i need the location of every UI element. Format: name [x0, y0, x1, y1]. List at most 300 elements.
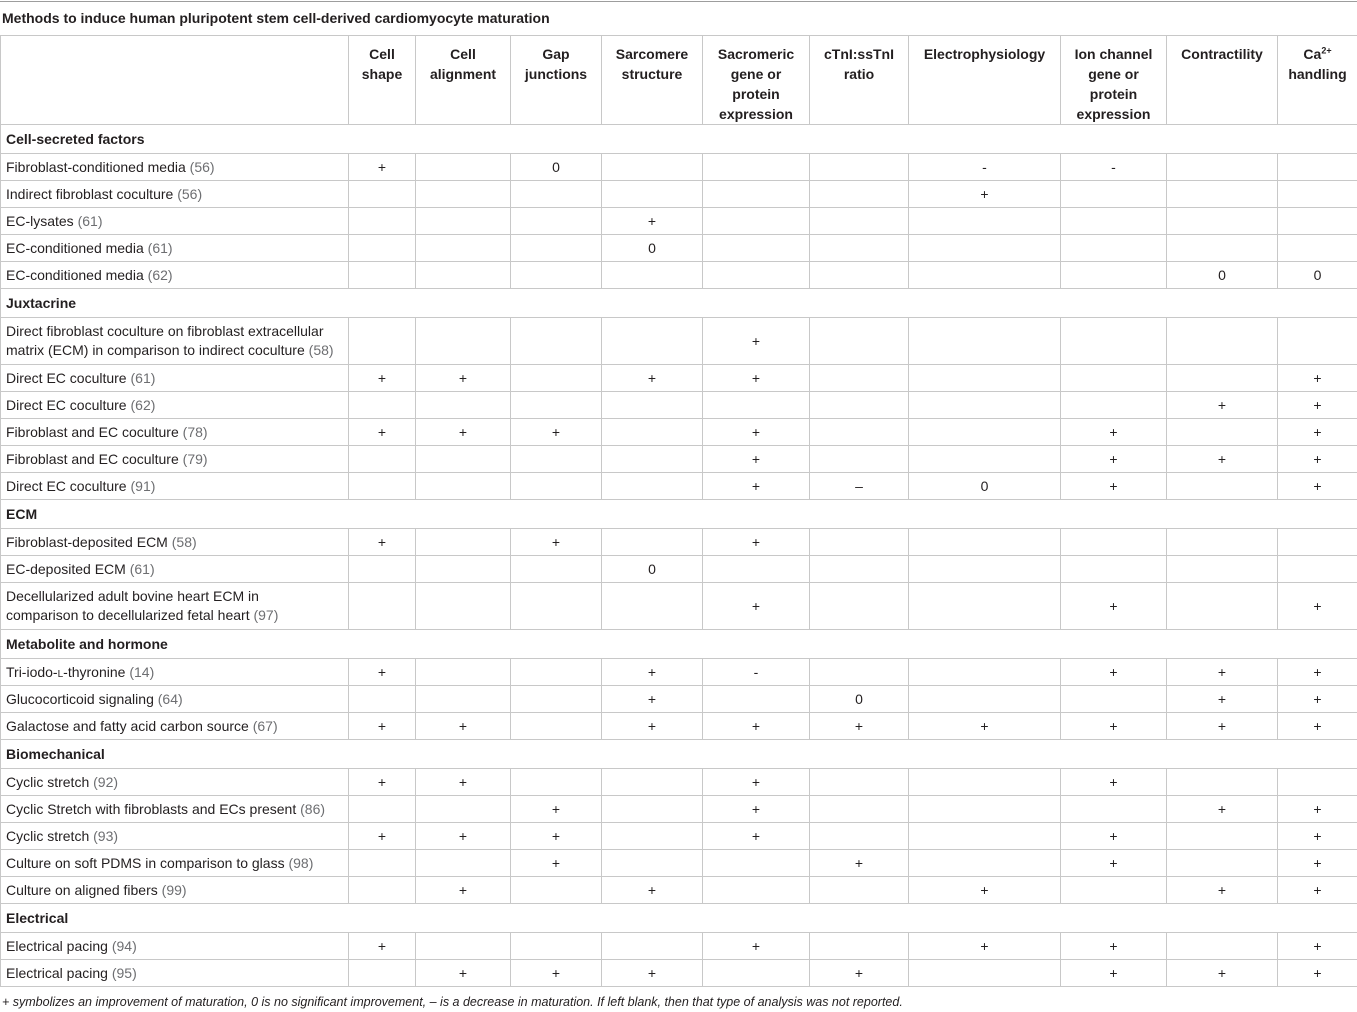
result-cell — [602, 419, 703, 446]
result-cell — [1278, 529, 1357, 556]
header-row — [1, 36, 1357, 125]
reference-number: 62 — [152, 266, 168, 283]
result-cell: + — [1278, 365, 1357, 392]
result-cell — [511, 365, 602, 392]
result-cell — [1167, 365, 1278, 392]
result-cell: + — [349, 823, 416, 850]
section-title: Electrical — [1, 904, 1357, 933]
reference-link[interactable]: (67) — [252, 717, 278, 734]
result-cell: + — [602, 960, 703, 987]
result-cell — [416, 154, 511, 181]
result-cell: + — [703, 796, 810, 823]
table-body — [1, 125, 1357, 987]
result-cell — [909, 446, 1061, 473]
result-cell: + — [1278, 850, 1357, 877]
result-cell — [1278, 208, 1357, 235]
result-cell: + — [909, 877, 1061, 904]
table-row — [1, 556, 1357, 583]
result-cell — [602, 473, 703, 500]
result-cell — [349, 556, 416, 583]
result-cell: + — [511, 850, 602, 877]
header-ion-channel-expression: Ion channel gene or protein expression — [1061, 36, 1167, 125]
result-cell: - — [703, 659, 810, 686]
reference-link[interactable]: (61) — [147, 239, 173, 256]
table-row — [1, 473, 1357, 500]
reference-link[interactable]: (62) — [147, 266, 173, 283]
result-cell — [810, 365, 909, 392]
method-label: Direct EC coculture — [6, 396, 127, 413]
result-cell: + — [1167, 796, 1278, 823]
method-label: Fibroblast and EC coculture — [6, 450, 179, 467]
table-row — [1, 769, 1357, 796]
table-row — [1, 235, 1357, 262]
header-electrophysiology: Electrophysiology — [909, 36, 1061, 125]
result-cell: 0 — [810, 686, 909, 713]
result-cell: + — [703, 823, 810, 850]
result-cell — [909, 823, 1061, 850]
result-cell — [909, 796, 1061, 823]
result-cell: + — [602, 686, 703, 713]
result-cell: + — [1061, 473, 1167, 500]
result-cell — [416, 262, 511, 289]
result-cell — [1167, 583, 1278, 630]
result-cell — [1167, 769, 1278, 796]
result-cell: + — [1167, 686, 1278, 713]
result-cell — [1167, 529, 1278, 556]
result-cell — [511, 659, 602, 686]
result-cell: + — [1061, 419, 1167, 446]
header-cell-alignment: Cell alignment — [416, 36, 511, 125]
method-label: Fibroblast and EC coculture — [6, 423, 179, 440]
result-cell — [416, 686, 511, 713]
result-cell: + — [703, 446, 810, 473]
result-cell — [703, 262, 810, 289]
reference-number: 61 — [152, 239, 168, 256]
result-cell: + — [1278, 419, 1357, 446]
section-title: Juxtacrine — [1, 289, 1357, 318]
header-contractility: Contractility — [1167, 36, 1278, 125]
reference-link[interactable]: (94) — [111, 937, 137, 954]
method-label: EC-lysates — [6, 212, 74, 229]
method-label-cell — [1, 877, 349, 904]
method-label: Cyclic stretch — [6, 773, 90, 790]
result-cell: + — [703, 933, 810, 960]
result-cell: + — [1278, 659, 1357, 686]
result-cell — [909, 659, 1061, 686]
result-cell — [810, 181, 909, 208]
reference-number: 99 — [166, 881, 182, 898]
result-cell: + — [909, 933, 1061, 960]
result-cell — [602, 850, 703, 877]
method-label: Decellularized adult bovine heart ECM in — [6, 588, 259, 604]
result-cell — [1167, 208, 1278, 235]
result-cell — [416, 583, 511, 630]
result-cell — [1061, 392, 1167, 419]
result-cell — [349, 583, 416, 630]
reference-link[interactable]: (61) — [129, 560, 155, 577]
result-cell: + — [810, 850, 909, 877]
method-label-cell — [1, 823, 349, 850]
method-label-cell — [1, 181, 349, 208]
result-cell — [416, 796, 511, 823]
table-row — [1, 686, 1357, 713]
result-cell: + — [1278, 933, 1357, 960]
method-label-cell — [1, 960, 349, 987]
result-cell: 0 — [1278, 262, 1357, 289]
method-label-cell — [1, 318, 349, 365]
method-label: Tri-iodo- — [6, 663, 58, 680]
result-cell — [1061, 365, 1167, 392]
method-label: Fibroblast-conditioned media — [6, 158, 186, 175]
result-cell — [1167, 235, 1278, 262]
table-row — [1, 933, 1357, 960]
section-header-row — [1, 904, 1357, 933]
reference-number: 95 — [116, 964, 133, 981]
method-label: Culture on soft PDMS in comparison to glass — [6, 854, 285, 871]
reference-link[interactable]: (95) — [111, 964, 137, 981]
method-label: Fibroblast-deposited ECM — [6, 533, 168, 550]
result-cell: + — [703, 713, 810, 740]
reference-number: 58 — [313, 342, 329, 358]
method-label: -thyronine — [63, 663, 126, 680]
reference-link[interactable]: (98) — [288, 854, 314, 871]
result-cell — [349, 446, 416, 473]
result-cell — [810, 419, 909, 446]
result-cell — [909, 208, 1061, 235]
result-cell — [810, 796, 909, 823]
result-cell: + — [416, 960, 511, 987]
method-label-cell — [1, 154, 349, 181]
table-row — [1, 419, 1357, 446]
result-cell: + — [1061, 659, 1167, 686]
reference-link[interactable]: (64) — [157, 690, 183, 707]
result-cell: + — [511, 823, 602, 850]
result-cell — [909, 960, 1061, 987]
result-cell — [703, 877, 810, 904]
result-cell — [909, 583, 1061, 630]
reference-number: 14 — [134, 663, 150, 680]
result-cell: - — [909, 154, 1061, 181]
result-cell — [416, 318, 511, 365]
method-label-cell — [1, 262, 349, 289]
reference-link[interactable]: (58) — [308, 342, 334, 358]
result-cell — [511, 318, 602, 365]
table-row — [1, 262, 1357, 289]
result-cell: 0 — [1167, 262, 1278, 289]
result-cell: - — [1061, 154, 1167, 181]
result-cell — [602, 154, 703, 181]
result-cell — [703, 850, 810, 877]
result-cell — [810, 877, 909, 904]
result-cell: + — [349, 529, 416, 556]
result-cell — [511, 877, 602, 904]
method-label-line2: matrix (ECM) in comparison to indirect coculture — [6, 342, 305, 358]
result-cell — [810, 392, 909, 419]
table-row — [1, 823, 1357, 850]
reference-number: 61 — [135, 369, 151, 386]
result-cell: 0 — [511, 154, 602, 181]
reference-link[interactable]: (14) — [129, 663, 155, 680]
result-cell — [349, 235, 416, 262]
reference-link[interactable]: (61) — [77, 212, 103, 229]
result-cell — [1167, 850, 1278, 877]
result-cell — [703, 154, 810, 181]
method-label-cell — [1, 392, 349, 419]
method-label: Indirect fibroblast coculture — [6, 185, 174, 202]
result-cell — [1061, 181, 1167, 208]
reference-link[interactable]: (61) — [130, 369, 156, 386]
result-cell — [416, 659, 511, 686]
result-cell — [511, 446, 602, 473]
section-header-row — [1, 289, 1357, 318]
result-cell — [349, 473, 416, 500]
table-row — [1, 529, 1357, 556]
reference-link[interactable]: (79) — [182, 450, 208, 467]
result-cell — [602, 796, 703, 823]
result-cell — [511, 235, 602, 262]
result-cell — [1167, 933, 1278, 960]
header-sarcomere-structure: Sarcomere structure — [602, 36, 703, 125]
section-title: ECM — [1, 500, 1357, 529]
result-cell: + — [810, 713, 909, 740]
reference-number: 61 — [82, 212, 98, 229]
method-label: Direct fibroblast coculture on fibroblast extracellular — [6, 323, 324, 339]
result-cell — [1061, 877, 1167, 904]
result-cell — [349, 960, 416, 987]
result-cell: + — [703, 583, 810, 630]
result-cell: + — [1167, 392, 1278, 419]
result-cell — [349, 850, 416, 877]
header-sacromeric-expression: Sacromeric gene or protein expression — [703, 36, 810, 125]
method-label-cell — [1, 473, 349, 500]
result-cell — [909, 556, 1061, 583]
result-cell — [602, 529, 703, 556]
result-cell: + — [1278, 877, 1357, 904]
top-rule — [0, 1, 1357, 2]
table-row — [1, 318, 1357, 365]
method-label-cell — [1, 713, 349, 740]
result-cell — [1278, 318, 1357, 365]
result-cell — [810, 556, 909, 583]
reference-link[interactable]: (56) — [177, 185, 203, 202]
method-label: EC-conditioned media — [6, 266, 144, 283]
result-cell: + — [1278, 686, 1357, 713]
result-cell: + — [909, 713, 1061, 740]
result-cell — [416, 181, 511, 208]
result-cell — [602, 318, 703, 365]
reference-number: 67 — [257, 717, 273, 734]
result-cell: + — [1278, 583, 1357, 630]
result-cell — [1061, 318, 1167, 365]
reference-link[interactable]: (56) — [189, 158, 215, 175]
table-row — [1, 154, 1357, 181]
header-ca-handling: $Ca^{2+}$ handling — [1278, 36, 1357, 125]
result-cell — [511, 713, 602, 740]
reference-link[interactable]: (99) — [161, 881, 187, 898]
result-cell: + — [349, 933, 416, 960]
result-cell: + — [511, 960, 602, 987]
result-cell — [511, 769, 602, 796]
result-cell — [511, 262, 602, 289]
result-cell — [810, 529, 909, 556]
reference-link[interactable]: (91) — [130, 477, 156, 494]
table-row — [1, 877, 1357, 904]
section-header-row — [1, 500, 1357, 529]
table-row — [1, 659, 1357, 686]
result-cell — [1061, 556, 1167, 583]
result-cell: + — [1167, 960, 1278, 987]
result-cell: + — [1061, 960, 1167, 987]
result-cell: + — [416, 713, 511, 740]
result-cell — [416, 473, 511, 500]
reference-number: 64 — [162, 690, 178, 707]
result-cell: + — [1278, 823, 1357, 850]
method-label: EC-deposited ECM — [6, 560, 126, 577]
method-label-cell — [1, 365, 349, 392]
reference-number: 93 — [97, 827, 114, 844]
reference-number: 94 — [116, 937, 133, 954]
reference-link[interactable]: (62) — [130, 396, 156, 413]
table-row — [1, 392, 1357, 419]
result-cell: + — [602, 365, 703, 392]
result-cell — [1278, 181, 1357, 208]
result-cell — [703, 392, 810, 419]
result-cell — [1061, 262, 1167, 289]
result-cell — [909, 419, 1061, 446]
result-cell: + — [1061, 583, 1167, 630]
result-cell — [909, 365, 1061, 392]
method-label: Cyclic Stretch with fibroblasts and ECs present — [6, 800, 297, 817]
method-label-cell — [1, 419, 349, 446]
result-cell — [810, 154, 909, 181]
header-gap-junctions: Gap junctions — [511, 36, 602, 125]
reference-number: 92 — [97, 773, 114, 790]
reference-link[interactable]: (93) — [93, 827, 119, 844]
result-cell — [1167, 419, 1278, 446]
result-cell — [416, 529, 511, 556]
result-cell: + — [1278, 392, 1357, 419]
reference-link[interactable]: (58) — [171, 533, 197, 550]
result-cell: + — [1278, 473, 1357, 500]
method-label: Cyclic stretch — [6, 827, 90, 844]
result-cell — [349, 392, 416, 419]
result-cell — [349, 262, 416, 289]
reference-number: 86 — [304, 800, 321, 817]
result-cell — [602, 262, 703, 289]
result-cell — [349, 686, 416, 713]
method-label: EC-conditioned media — [6, 239, 144, 256]
method-label: Electrical pacing — [6, 964, 108, 981]
result-cell: + — [416, 365, 511, 392]
result-cell: – — [810, 473, 909, 500]
result-cell: + — [703, 769, 810, 796]
method-label: Glucocorticoid signaling — [6, 690, 154, 707]
result-cell — [602, 181, 703, 208]
result-cell — [703, 960, 810, 987]
section-title: Metabolite and hormone — [1, 630, 1357, 659]
method-label-cell — [1, 556, 349, 583]
result-cell: + — [511, 796, 602, 823]
result-cell — [810, 262, 909, 289]
reference-link[interactable]: (97) — [253, 607, 279, 623]
table-row — [1, 713, 1357, 740]
method-label-cell — [1, 208, 349, 235]
result-cell — [909, 769, 1061, 796]
result-cell — [1061, 686, 1167, 713]
maturation-methods-table — [0, 35, 1357, 987]
result-cell: + — [909, 181, 1061, 208]
section-title: Biomechanical — [1, 740, 1357, 769]
section-title: Cell-secreted factors — [1, 125, 1357, 154]
table-row — [1, 446, 1357, 473]
result-cell: + — [1167, 713, 1278, 740]
result-cell — [1167, 318, 1278, 365]
reference-link[interactable]: (92) — [93, 773, 119, 790]
result-cell — [909, 235, 1061, 262]
reference-link[interactable]: (78) — [182, 423, 208, 440]
result-cell — [511, 392, 602, 419]
result-cell: + — [810, 960, 909, 987]
table-row — [1, 960, 1357, 987]
result-cell: + — [602, 208, 703, 235]
reference-number: 79 — [187, 450, 203, 467]
result-cell — [416, 208, 511, 235]
result-cell: + — [1167, 659, 1278, 686]
result-cell — [810, 318, 909, 365]
method-label: l — [57, 663, 64, 680]
result-cell — [416, 446, 511, 473]
result-cell: + — [703, 473, 810, 500]
reference-number: 91 — [135, 477, 151, 494]
result-cell — [1278, 556, 1357, 583]
method-label: Electrical pacing — [6, 937, 108, 954]
result-cell — [1278, 154, 1357, 181]
result-cell: + — [1061, 850, 1167, 877]
reference-link[interactable]: (86) — [300, 800, 326, 817]
result-cell — [1278, 235, 1357, 262]
reference-number: 98 — [293, 854, 309, 871]
result-cell — [703, 235, 810, 262]
result-cell — [810, 659, 909, 686]
result-cell: 0 — [909, 473, 1061, 500]
result-cell: + — [416, 769, 511, 796]
result-cell — [1167, 473, 1278, 500]
result-cell — [416, 556, 511, 583]
section-header-row — [1, 630, 1357, 659]
method-label-cell — [1, 686, 349, 713]
reference-number: 61 — [134, 560, 150, 577]
result-cell — [602, 446, 703, 473]
result-cell: + — [1061, 713, 1167, 740]
result-cell — [703, 181, 810, 208]
result-cell — [909, 392, 1061, 419]
result-cell — [416, 392, 511, 419]
result-cell — [810, 933, 909, 960]
result-cell — [1061, 208, 1167, 235]
result-cell: + — [511, 419, 602, 446]
reference-number: 78 — [187, 423, 203, 440]
table-footnote: + symbolizes an improvement of maturation, 0 is no significant improvement, – is a decrease in maturation. If left blank, then that type of analysis was not reported. — [2, 995, 903, 1009]
result-cell: + — [602, 877, 703, 904]
method-label-cell — [1, 235, 349, 262]
result-cell — [810, 235, 909, 262]
result-cell — [602, 769, 703, 796]
result-cell: + — [1061, 446, 1167, 473]
table-container — [0, 35, 1357, 987]
result-cell: + — [349, 713, 416, 740]
result-cell — [349, 877, 416, 904]
result-cell: + — [1167, 446, 1278, 473]
